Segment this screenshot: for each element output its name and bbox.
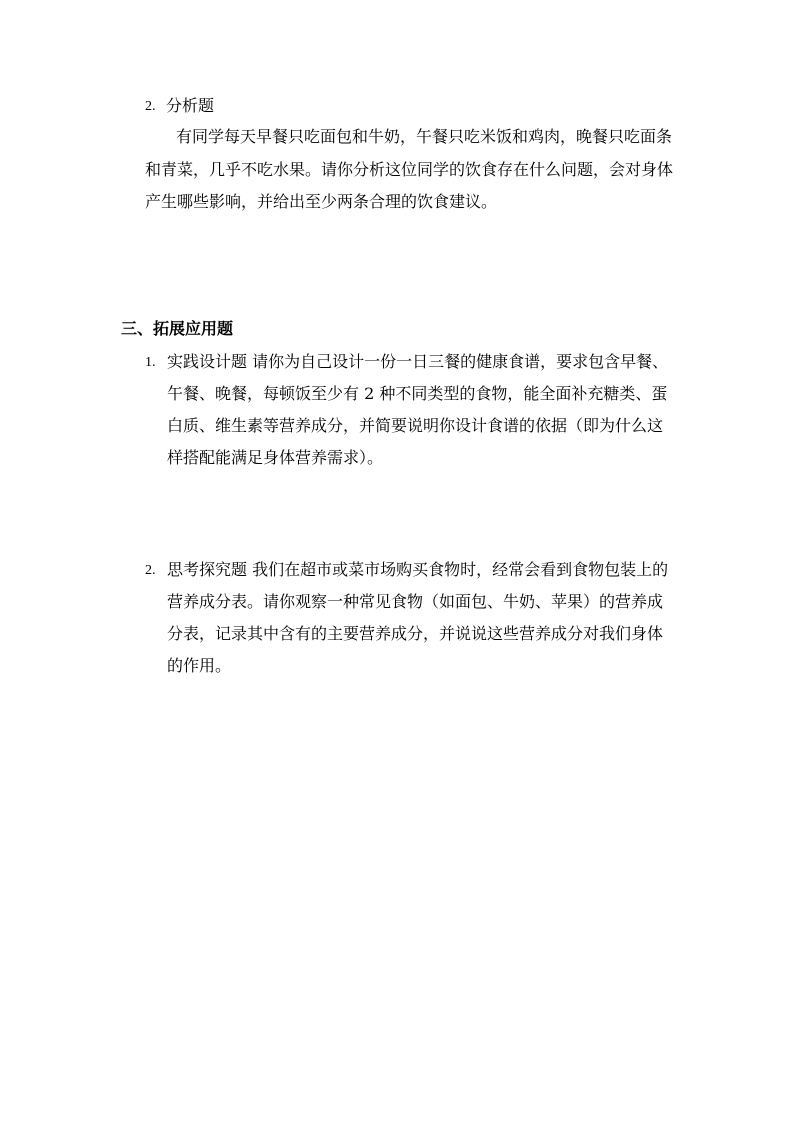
question-text-line: 产生哪些影响，并给出至少两条合理的饮食建议。 — [145, 192, 498, 211]
question-text-line: 实践设计题 请你为自己设计一份一日三餐的健康食谱，要求包含早餐、 — [167, 352, 669, 371]
question-text-line: 样搭配能满足身体营养需求）。 — [167, 448, 384, 467]
question-text-line: 思考探究题 我们在超市或菜市场购买食物时，经常会看到食物包装上的 — [167, 560, 669, 579]
question-number: 1. — [145, 355, 156, 370]
question-text-line: 白质、维生素等营养成分，并简要说明你设计食谱的依据（即为什么这 — [167, 416, 664, 435]
question-text-line: 营养成分表。请你观察一种常见食物（如面包、牛奶、苹果）的营养成 — [167, 592, 664, 611]
question-number: 2. — [145, 99, 156, 114]
section-heading: 三、拓展应用题 — [121, 319, 234, 338]
question-title: 分析题 — [166, 96, 215, 115]
question-text-line: 午餐、晚餐，每顿饭至少有 2 种不同类型的食物，能全面补充糖类、蛋 — [167, 384, 668, 403]
question-text-line: 的作用。 — [167, 656, 232, 675]
question-text-line: 分表，记录其中含有的主要营养成分，并说说这些营养成分对我们身体 — [167, 624, 664, 643]
question-text-line: 有同学每天早餐只吃面包和牛奶，午餐只吃米饭和鸡肉，晚餐只吃面条 — [176, 127, 673, 146]
question-number: 2. — [145, 563, 156, 578]
question-text-line: 和青菜，几乎不吃水果。请你分析这位同学的饮食存在什么问题，会对身体 — [145, 160, 674, 179]
